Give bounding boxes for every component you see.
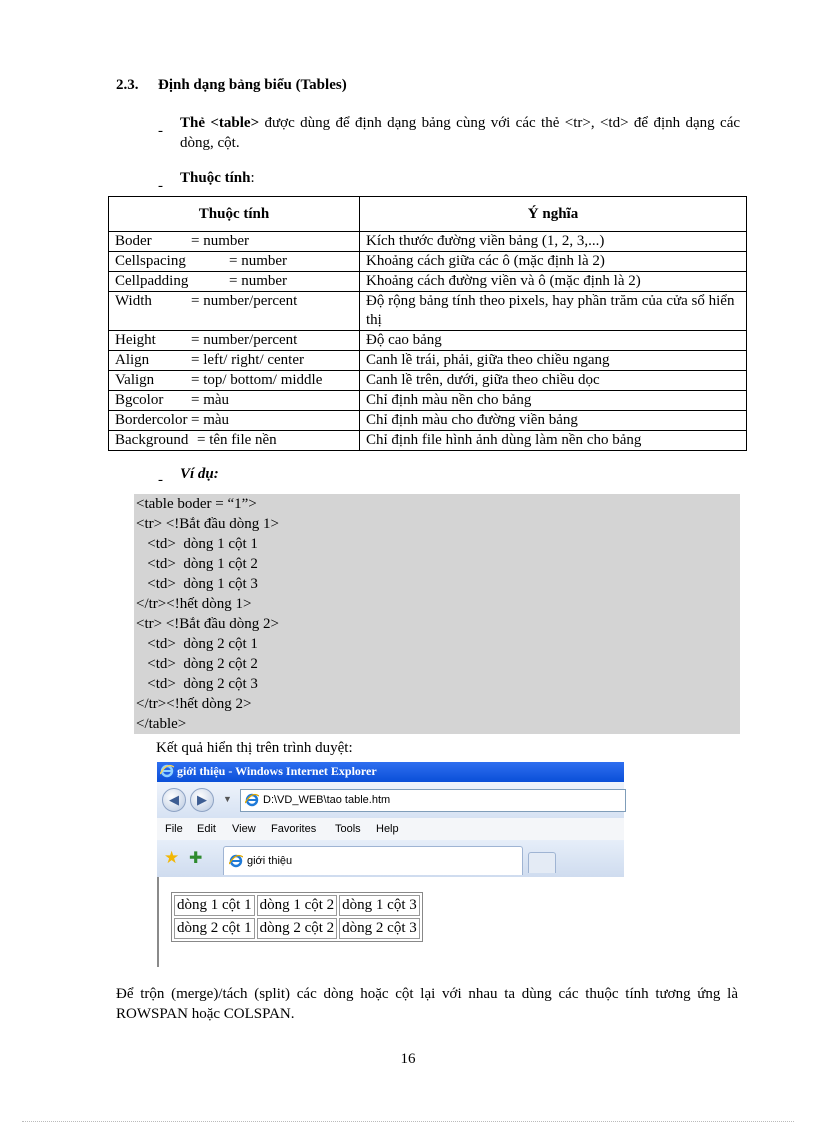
attributes-table bbox=[108, 196, 747, 451]
history-dropdown-icon[interactable]: ▼ bbox=[223, 794, 232, 804]
attribute-cell bbox=[109, 371, 360, 391]
back-arrow-icon[interactable]: ◀ bbox=[162, 788, 186, 812]
attribute-value: = tên file nền bbox=[197, 432, 277, 448]
table-row bbox=[109, 351, 747, 371]
table-row bbox=[109, 391, 747, 411]
browser-screenshot bbox=[157, 762, 624, 967]
table-row bbox=[109, 331, 747, 351]
attribute-name: Valign bbox=[115, 372, 155, 388]
table-row bbox=[109, 411, 747, 431]
result-label: Kết quả hiển thị trên trình duyệt: bbox=[156, 740, 353, 756]
rendered-table bbox=[171, 892, 423, 942]
attribute-name: Width bbox=[115, 293, 152, 309]
meaning-cell: Độ cao bảng bbox=[360, 331, 747, 351]
meaning-cell: Canh lề trên, dưới, giữa theo chiều dọc bbox=[360, 371, 747, 391]
table-row bbox=[109, 371, 747, 391]
code-line: <tr> <!Bắt đầu dòng 1> bbox=[136, 516, 279, 532]
table-row bbox=[109, 232, 747, 252]
tab-title: giới thiệu bbox=[247, 855, 293, 867]
table-cell: dòng 1 cột 2 bbox=[257, 895, 338, 916]
ie-tab-icon bbox=[229, 854, 243, 868]
code-line: <td> dòng 2 cột 2 bbox=[136, 656, 258, 672]
code-line: <tr> <!Bắt đầu dòng 2> bbox=[136, 616, 279, 632]
ie-page-icon bbox=[245, 793, 259, 807]
table-row bbox=[109, 252, 747, 272]
menu-tools[interactable]: Tools bbox=[335, 823, 361, 835]
meaning-cell: Chỉ định màu nền cho bảng bbox=[360, 391, 747, 411]
address-bar[interactable] bbox=[240, 789, 626, 812]
attribute-cell bbox=[109, 232, 360, 252]
attribute-name: Height bbox=[115, 332, 156, 348]
attribute-cell bbox=[109, 252, 360, 272]
page-bottom-rule bbox=[22, 1121, 794, 1122]
closing-paragraph: Để trộn (merge)/tách (split) các dòng hoặc cột lại với nhau ta dùng các thuộc tính tương ứng là ROWSPAN hoặc COLSPAN. bbox=[116, 986, 738, 1022]
favorites-star-icon[interactable]: ★ bbox=[164, 848, 180, 867]
add-favorite-icon[interactable]: ✚ bbox=[189, 850, 203, 867]
table-row bbox=[174, 918, 420, 939]
bullet-dash: - bbox=[158, 123, 163, 139]
page-number: 16 bbox=[400, 1051, 416, 1067]
attribute-cell bbox=[109, 351, 360, 371]
table-row bbox=[109, 292, 747, 331]
table-cell: dòng 2 cột 2 bbox=[257, 918, 338, 939]
attribute-name: Cellpadding bbox=[115, 273, 189, 289]
attribute-cell bbox=[109, 431, 360, 451]
menu-bar bbox=[157, 818, 624, 841]
example-label: Ví dụ: bbox=[180, 466, 219, 482]
menu-help[interactable]: Help bbox=[376, 823, 399, 835]
attribute-value: = number bbox=[229, 273, 288, 289]
code-line: <td> dòng 2 cột 3 bbox=[136, 676, 258, 692]
window-title: giới thiệu - Windows Internet Explorer bbox=[177, 764, 377, 778]
meaning-cell: Chỉ định file hình ảnh dùng làm nền cho bảng bbox=[360, 431, 747, 451]
menu-favorites[interactable]: Favorites bbox=[271, 823, 317, 835]
attribute-value: = left/ right/ center bbox=[191, 352, 304, 368]
attributes-heading: Thuộc tính: bbox=[180, 170, 255, 186]
table-cell: dòng 2 cột 3 bbox=[339, 918, 420, 939]
attribute-cell bbox=[109, 272, 360, 292]
code-line: </tr><!hết dòng 1> bbox=[136, 596, 252, 612]
new-tab-button[interactable] bbox=[528, 852, 556, 873]
attribute-cell bbox=[109, 391, 360, 411]
attribute-name: Background bbox=[115, 432, 189, 448]
code-line: <td> dòng 1 cột 3 bbox=[136, 576, 258, 592]
attribute-name: Boder bbox=[115, 233, 152, 249]
table-header-row bbox=[109, 197, 747, 232]
attributes-label: Thuộc tính bbox=[180, 170, 251, 186]
attribute-name: Bordercolor bbox=[115, 412, 188, 428]
table-row bbox=[109, 431, 747, 451]
meaning-cell: Kích thước đường viền bảng (1, 2, 3,...) bbox=[360, 232, 747, 252]
table-cell: dòng 1 cột 3 bbox=[339, 895, 420, 916]
navigation-bar bbox=[157, 782, 624, 818]
header-attribute: Thuộc tính bbox=[109, 197, 360, 232]
attribute-name: Cellspacing bbox=[115, 253, 186, 269]
attribute-value: = number bbox=[229, 253, 288, 269]
attribute-value: = màu bbox=[191, 392, 230, 408]
intro-text: được dùng để định dạng bảng cùng với các thẻ <tr>, <td> để định dạng các dòng, cột. bbox=[180, 115, 741, 151]
code-line: <td> dòng 1 cột 2 bbox=[136, 556, 258, 572]
section-heading bbox=[116, 77, 347, 94]
menu-view[interactable]: View bbox=[232, 823, 256, 835]
attribute-value: = number/percent bbox=[191, 293, 298, 309]
meaning-cell: Khoảng cách giữa các ô (mặc định là 2) bbox=[360, 252, 747, 272]
attribute-cell bbox=[109, 411, 360, 431]
attribute-name: Align bbox=[115, 352, 150, 368]
attribute-name: Bgcolor bbox=[115, 392, 164, 408]
table-cell: dòng 1 cột 1 bbox=[174, 895, 255, 916]
attribute-value: = top/ bottom/ middle bbox=[191, 372, 323, 388]
code-line: </tr><!hết dòng 2> bbox=[136, 696, 252, 712]
attribute-value: = number bbox=[191, 233, 250, 249]
table-tag-term: Thẻ <table> bbox=[180, 115, 260, 131]
header-meaning: Ý nghĩa bbox=[360, 197, 747, 232]
menu-file[interactable]: File bbox=[165, 823, 183, 835]
meaning-cell: Canh lề trái, phải, giữa theo chiều ngang bbox=[360, 351, 747, 371]
window-titlebar bbox=[157, 762, 624, 782]
browser-tab[interactable] bbox=[223, 846, 523, 875]
bullet-dash: - bbox=[158, 178, 163, 194]
attribute-value: = màu bbox=[191, 412, 230, 428]
attribute-cell bbox=[109, 331, 360, 351]
code-line: <td> dòng 2 cột 1 bbox=[136, 636, 258, 652]
ie-logo-icon bbox=[160, 764, 174, 778]
address-url: D:\VD_WEB\tao table.htm bbox=[263, 794, 391, 806]
section-number: 2.3. bbox=[116, 77, 139, 93]
attribute-cell bbox=[109, 292, 360, 331]
bullet-dash: - bbox=[158, 472, 163, 488]
browser-content bbox=[157, 877, 626, 967]
meaning-cell: Chỉ định màu cho đường viền bảng bbox=[360, 411, 747, 431]
forward-arrow-icon[interactable]: ▶ bbox=[190, 788, 214, 812]
table-row bbox=[109, 272, 747, 292]
code-line: <table boder = “1”> bbox=[136, 496, 257, 512]
meaning-cell: Khoảng cách đường viền và ô (mặc định là 2) bbox=[360, 272, 747, 292]
code-line: </table> bbox=[136, 716, 187, 732]
code-block bbox=[134, 494, 740, 734]
intro-paragraph bbox=[180, 113, 740, 153]
meaning-cell: Độ rộng bảng tính theo pixels, hay phần trăm của cửa sổ hiển thị bbox=[360, 292, 747, 331]
menu-edit[interactable]: Edit bbox=[197, 823, 216, 835]
section-title: Định dạng bảng biểu (Tables) bbox=[158, 77, 347, 93]
attribute-value: = number/percent bbox=[191, 332, 298, 348]
table-cell: dòng 2 cột 1 bbox=[174, 918, 255, 939]
favorites-bar bbox=[157, 840, 624, 877]
code-line: <td> dòng 1 cột 1 bbox=[136, 536, 258, 552]
table-row bbox=[174, 895, 420, 916]
